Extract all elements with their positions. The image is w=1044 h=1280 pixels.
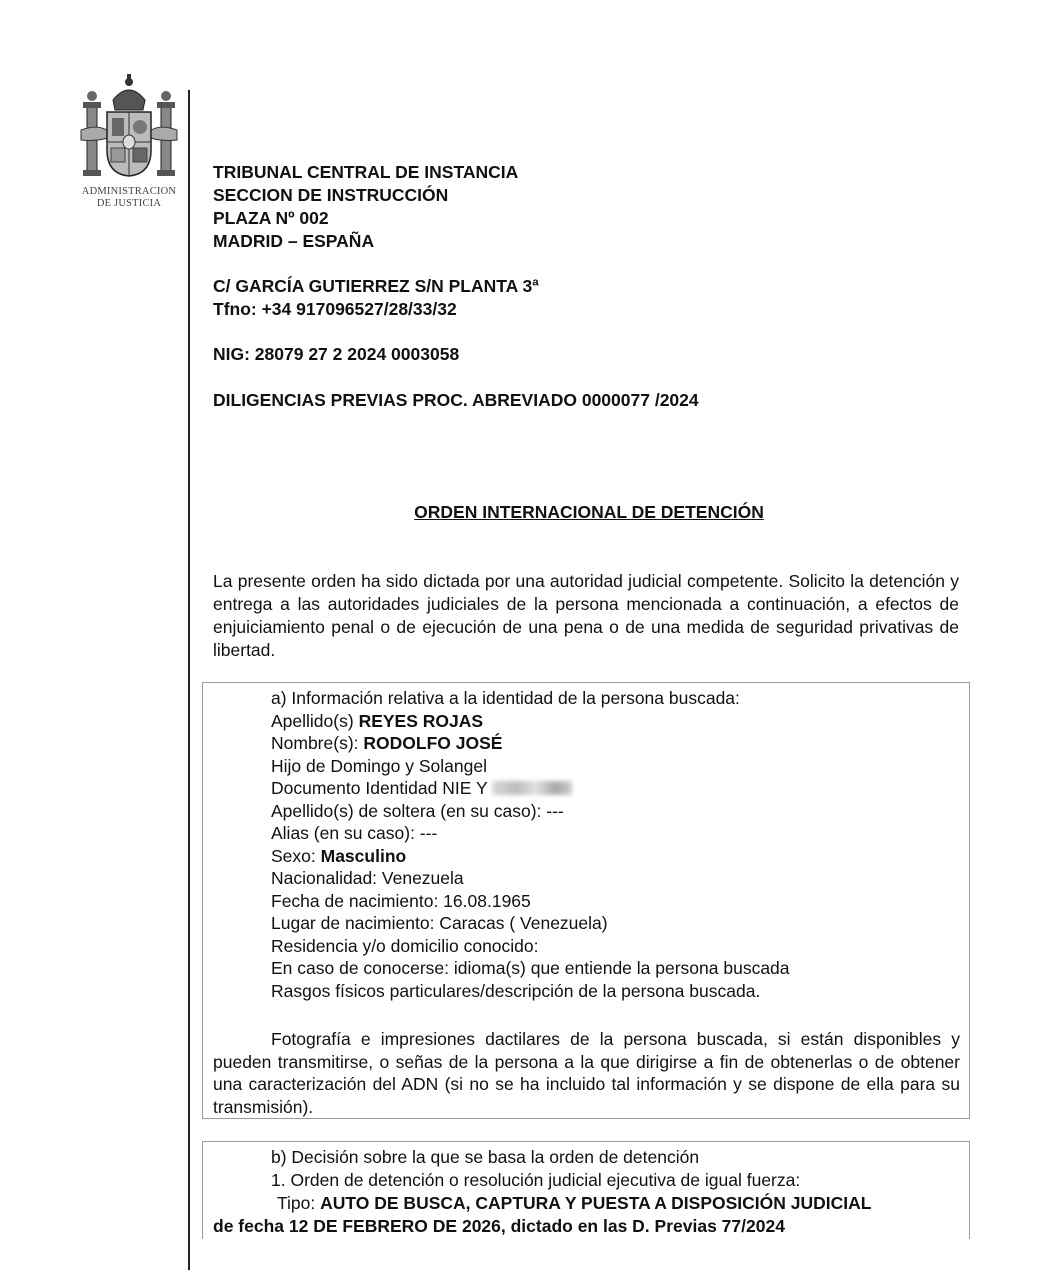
- photo-fingerprint-paragraph: Fotografía e impresiones dactilares de la persona buscada, si están disponibles y pueden transmitirse, o señas de la persona a la que dirigirse a fin de obtenerlas o de obtener una caracterización del ADN (si no se ha incluido tal información y se dispone de ella para su transmisión).: [213, 1029, 960, 1117]
- birth-date-line: Fecha de nacimiento: 16.08.1965: [271, 890, 531, 911]
- surname-label: Apellido(s): [271, 710, 354, 731]
- court-phone: Tfno: +34 917096527/28/33/32: [213, 299, 457, 319]
- sex-label: Sexo:: [271, 845, 316, 866]
- decision-date-value: de fecha 12 DE FEBRERO DE 2026, dictado en las D. Previas 77/2024: [213, 1216, 785, 1236]
- coat-of-arms-icon: [73, 70, 185, 182]
- surname-value: REYES ROJAS: [358, 710, 484, 731]
- birth-place-line: Lugar de nacimiento: Caracas ( Venezuela): [271, 913, 608, 933]
- court-name: TRIBUNAL CENTRAL DE INSTANCIA: [213, 162, 519, 182]
- case-reference: DILIGENCIAS PREVIAS PROC. ABREVIADO 0000077 /2024: [213, 390, 699, 410]
- name-label: Nombre(s):: [271, 733, 359, 753]
- court-plaza: PLAZA Nº 002: [213, 208, 329, 228]
- id-document-line: [271, 777, 790, 800]
- logo-caption-line1: ADMINISTRACION: [81, 186, 177, 197]
- name-line: [271, 732, 790, 755]
- section-b-item1: 1. Orden de detención o resolución judicial ejecutiva de igual fuerza:: [271, 1170, 801, 1190]
- intro-paragraph: La presente orden ha sido dictada por una autoridad judicial competente. Solicito la detención y entrega a las autoridades judiciales de la persona mencionada a continuación, a efectos de enjuiciamiento penal o de ejecución de una pena o de una medida de seguridad privativas de libertad.: [213, 571, 959, 660]
- decision-type-label: Tipo:: [277, 1193, 316, 1213]
- parents-line: Hijo de Domingo y Solangel: [271, 755, 487, 776]
- name-value: RODOLFO JOSÉ: [363, 733, 503, 753]
- section-a-heading: a) Información relativa a la identidad de la persona buscada:: [271, 688, 740, 708]
- section-b-box: [202, 1141, 970, 1239]
- nationality-line: Nacionalidad: Venezuela: [271, 868, 464, 888]
- section-b-heading: b) Decisión sobre la que se basa la orden de detención: [271, 1147, 700, 1167]
- section-a-box: [202, 682, 970, 1119]
- logo-caption-line2: DE JUSTICIA: [96, 198, 162, 209]
- redacted-id-blur: [492, 781, 572, 795]
- court-address: C/ GARCÍA GUTIERREZ S/N PLANTA 3ª: [213, 276, 539, 296]
- maiden-name-line: Apellido(s) de soltera (en su caso): ---: [271, 800, 564, 821]
- features-line: Rasgos físicos particulares/descripción de la persona buscada.: [271, 980, 761, 1001]
- alias-line: Alias (en su caso): ---: [271, 823, 438, 843]
- decision-type-value: AUTO DE BUSCA, CAPTURA Y PUESTA A DISPOSICIÓN JUDICIAL: [320, 1193, 872, 1213]
- margin-rule: [188, 90, 190, 1270]
- sex-line: [271, 845, 790, 868]
- languages-line: En caso de conocerse: idioma(s) que entiende la persona buscada: [271, 958, 790, 978]
- sex-value: Masculino: [320, 845, 407, 866]
- court-header: [213, 161, 993, 412]
- id-document-label: Documento Identidad NIE Y: [271, 778, 488, 798]
- decision-type-line: [213, 1192, 963, 1215]
- surname-line: [271, 710, 790, 733]
- court-section: SECCION DE INSTRUCCIÓN: [213, 185, 449, 205]
- residence-line: Residencia y/o domicilio conocido:: [271, 935, 539, 956]
- decision-date-line: [213, 1215, 963, 1238]
- court-city: MADRID – ESPAÑA: [213, 231, 375, 251]
- court-logo: [70, 70, 188, 210]
- nig-number: NIG: 28079 27 2 2024 0003058: [213, 344, 460, 364]
- document-title: ORDEN INTERNACIONAL DE DETENCIÓN: [414, 502, 764, 522]
